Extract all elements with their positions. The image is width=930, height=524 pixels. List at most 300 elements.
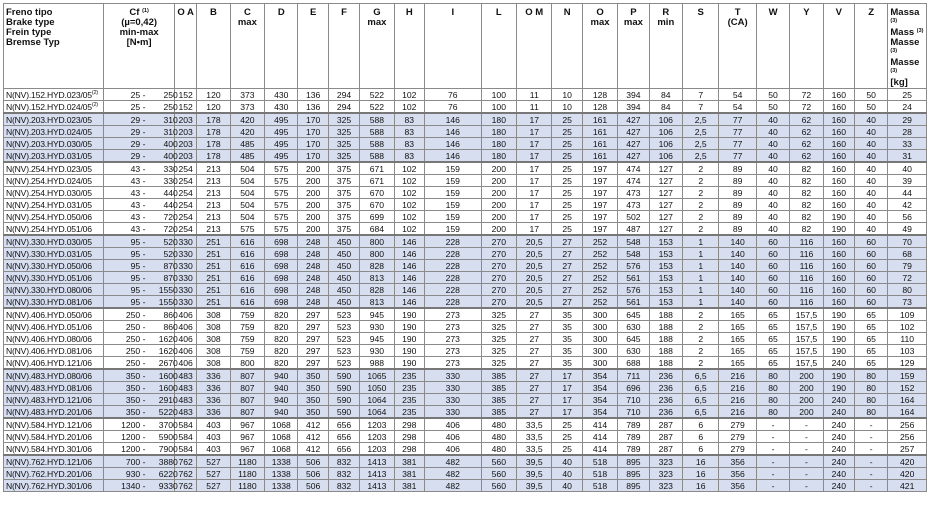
cell-d: 940 <box>265 406 298 419</box>
cf-max: 440 <box>163 199 178 210</box>
cell-e: 170 <box>298 113 328 126</box>
cell-oa: 203 <box>175 126 197 138</box>
cell-brake-type: N(NV).203.HYD.031/05 <box>4 150 104 163</box>
column-header-line: S <box>697 7 704 18</box>
cell-f: 375 <box>328 162 359 175</box>
cell-y: 200 <box>790 394 823 406</box>
column-header-type <box>4 4 104 89</box>
cell-z: 40 <box>855 187 888 199</box>
cell-s: 1 <box>683 296 719 309</box>
cell-t: 89 <box>719 175 756 187</box>
cell-i: 228 <box>424 260 481 272</box>
cf-max: 440 <box>163 187 178 198</box>
cell-g: 1413 <box>360 455 394 468</box>
cell-mass: 39 <box>888 175 927 187</box>
cf-dash: - <box>140 272 148 283</box>
cell-l: 560 <box>481 455 516 468</box>
cell-n: 25 <box>552 113 582 126</box>
cell-s: 2 <box>683 187 719 199</box>
cell-z: 40 <box>855 126 888 138</box>
cell-y: - <box>790 418 823 431</box>
cell-z: 80 <box>855 406 888 419</box>
cell-om: 11 <box>517 101 552 114</box>
cell-t: 356 <box>719 468 756 480</box>
cell-z: - <box>855 455 888 468</box>
cell-s: 6,5 <box>683 369 719 382</box>
cell-z: 65 <box>855 333 888 345</box>
cell-h: 235 <box>394 382 424 394</box>
cell-h: 235 <box>394 394 424 406</box>
cell-s: 6,5 <box>683 406 719 419</box>
cell-o: 300 <box>582 357 617 370</box>
cell-v: 240 <box>823 431 854 443</box>
cell-t: 216 <box>719 394 756 406</box>
footnote-marker: (1) <box>142 8 149 14</box>
cell-s: 1 <box>683 235 719 248</box>
column-header-line: I <box>451 7 455 18</box>
column-header-line: O <box>596 7 604 18</box>
cell-brake-type: N(NV).584.HYD.121/06 <box>4 418 104 431</box>
cell-om: 11 <box>517 89 552 101</box>
cell-t: 140 <box>719 235 756 248</box>
cell-g: 1050 <box>360 382 394 394</box>
cell-t: 140 <box>719 260 756 272</box>
table-row <box>4 480 927 492</box>
cell-om: 27 <box>517 345 552 357</box>
cell-v: 190 <box>823 333 854 345</box>
column-header-line: Masse $^{(3)}$ <box>890 37 920 54</box>
column-header-line: V <box>835 7 842 18</box>
cell-f: 590 <box>328 394 359 406</box>
cf-max: 870 <box>163 260 178 271</box>
cell-oa: 330 <box>175 284 197 296</box>
cell-brake-type: N(NV).203.HYD.024/05 <box>4 126 104 138</box>
cell-v: 160 <box>823 89 854 101</box>
cell-mass: 25 <box>888 89 927 101</box>
cell-l: 270 <box>481 296 516 309</box>
column-header-mass <box>888 4 927 89</box>
cell-s: 6 <box>683 418 719 431</box>
column-header-n <box>552 4 582 89</box>
cell-t: 165 <box>719 345 756 357</box>
cell-g: 671 <box>360 175 394 187</box>
cell-c: 575 <box>230 223 264 236</box>
cell-om: 27 <box>517 382 552 394</box>
cell-b: 251 <box>197 235 230 248</box>
cell-f: 294 <box>328 89 359 101</box>
cell-oa: 483 <box>175 382 197 394</box>
table-row <box>4 248 927 260</box>
cell-d: 698 <box>265 284 298 296</box>
cell-c: 485 <box>230 138 264 150</box>
cf-max: 7900 <box>158 443 178 454</box>
cell-r: 106 <box>649 150 682 163</box>
cell-f: 832 <box>328 468 359 480</box>
table-row <box>4 443 927 456</box>
cell-l: 180 <box>481 138 516 150</box>
cell-n: 25 <box>552 199 582 211</box>
cell-c: 967 <box>230 443 264 456</box>
column-header-line: F <box>341 7 347 18</box>
cell-b: 178 <box>197 113 230 126</box>
cell-cf-range <box>104 468 178 480</box>
cell-p: 427 <box>618 126 649 138</box>
cell-o: 128 <box>582 89 617 101</box>
footnote-marker: (2) <box>91 101 98 108</box>
cell-g: 1413 <box>360 480 394 492</box>
cell-v: 240 <box>823 418 854 431</box>
cell-w: 80 <box>756 394 789 406</box>
table-row <box>4 126 927 138</box>
cell-e: 350 <box>298 369 328 382</box>
cell-om: 27 <box>517 308 552 321</box>
cell-f: 656 <box>328 443 359 456</box>
cell-b: 213 <box>197 211 230 223</box>
cf-min: 250 <box>125 345 141 356</box>
cell-d: 430 <box>265 101 298 114</box>
cell-n: 35 <box>552 345 582 357</box>
cell-o: 300 <box>582 345 617 357</box>
cell-o: 354 <box>582 406 617 419</box>
cell-i: 159 <box>424 162 481 175</box>
cell-e: 200 <box>298 162 328 175</box>
cell-v: 240 <box>823 480 854 492</box>
cell-i: 228 <box>424 235 481 248</box>
cell-cf-range <box>104 357 178 370</box>
footnote-marker: (3) <box>890 68 898 74</box>
table-row <box>4 175 927 187</box>
cell-y: - <box>790 480 823 492</box>
cell-cf-range <box>104 138 178 150</box>
cell-mass: 40 <box>888 162 927 175</box>
cell-cf-range <box>104 406 178 419</box>
cell-brake-type: N(NV).406.HYD.050/06 <box>4 308 104 321</box>
cell-mass: 164 <box>888 394 927 406</box>
cf-min: 1340 <box>121 480 141 491</box>
cf-max: 310 <box>163 114 178 125</box>
cell-y: 62 <box>790 138 823 150</box>
cell-oa: 406 <box>175 345 197 357</box>
cell-om: 27 <box>517 369 552 382</box>
cell-brake-type: N(NV).584.HYD.301/06 <box>4 443 104 456</box>
cell-n: 25 <box>552 223 582 236</box>
cell-mass: 49 <box>888 223 927 236</box>
cell-w: 50 <box>756 89 789 101</box>
cell-h: 102 <box>394 187 424 199</box>
cell-g: 684 <box>360 223 394 236</box>
cell-f: 375 <box>328 223 359 236</box>
column-header-v <box>823 4 854 89</box>
column-header-line: min <box>657 17 675 28</box>
cell-brake-type: N(NV).254.HYD.050/06 <box>4 211 104 223</box>
cell-cf-range <box>104 126 178 138</box>
table-body <box>4 89 927 492</box>
cell-d: 575 <box>265 223 298 236</box>
column-header-cf <box>104 4 175 89</box>
table-row <box>4 150 927 163</box>
cf-dash: - <box>140 114 148 125</box>
cell-om: 27 <box>517 394 552 406</box>
cell-cf-range <box>104 345 178 357</box>
cell-f: 450 <box>328 260 359 272</box>
cell-e: 170 <box>298 138 328 150</box>
cell-b: 403 <box>197 418 230 431</box>
cell-i: 330 <box>424 394 481 406</box>
cell-b: 527 <box>197 468 230 480</box>
cell-brake-type: N(NV).483.HYD.080/06 <box>4 369 104 382</box>
cell-d: 698 <box>265 260 298 272</box>
cell-g: 800 <box>360 248 394 260</box>
cell-h: 146 <box>394 272 424 284</box>
cf-dash: - <box>140 248 148 259</box>
cell-brake-type: N(NV).330.HYD.030/05 <box>4 235 104 248</box>
cell-c: 616 <box>230 260 264 272</box>
cell-d: 698 <box>265 296 298 309</box>
cell-i: 159 <box>424 199 481 211</box>
cell-oa: 584 <box>175 431 197 443</box>
cell-s: 6 <box>683 443 719 456</box>
cf-dash: - <box>140 309 148 320</box>
cell-brake-type: N(NV).584.HYD.201/06 <box>4 431 104 443</box>
cell-s: 2 <box>683 345 719 357</box>
column-header-line: Brake type <box>6 17 55 28</box>
cf-dash: - <box>140 236 148 247</box>
cell-e: 506 <box>298 480 328 492</box>
cell-v: 160 <box>823 235 854 248</box>
cf-min: 95 <box>130 284 141 295</box>
cell-n: 27 <box>552 235 582 248</box>
cell-l: 560 <box>481 468 516 480</box>
cell-n: 25 <box>552 187 582 199</box>
cell-g: 1413 <box>360 468 394 480</box>
cf-dash: - <box>140 223 148 234</box>
cell-e: 412 <box>298 418 328 431</box>
cf-max: 860 <box>163 309 178 320</box>
column-header-line: Z <box>868 7 875 18</box>
cell-t: 140 <box>719 272 756 284</box>
column-header-line: Freno tipo <box>6 7 53 18</box>
cell-w: 40 <box>756 211 789 223</box>
cell-brake-type: N(NV).330.HYD.031/05 <box>4 248 104 260</box>
cf-max: 1600 <box>158 382 178 393</box>
cell-y: 116 <box>790 235 823 248</box>
cell-i: 406 <box>424 443 481 456</box>
cell-oa: 762 <box>175 468 197 480</box>
cell-d: 820 <box>265 321 298 333</box>
cell-cf-range <box>104 296 178 309</box>
cell-s: 1 <box>683 272 719 284</box>
cf-dash: - <box>140 175 148 186</box>
cell-h: 190 <box>394 308 424 321</box>
cell-w: 50 <box>756 101 789 114</box>
cell-l: 325 <box>481 321 516 333</box>
cell-mass: 33 <box>888 138 927 150</box>
cell-i: 228 <box>424 248 481 260</box>
cell-om: 39,5 <box>517 455 552 468</box>
cell-w: 60 <box>756 296 789 309</box>
table-row <box>4 101 927 114</box>
cf-min: 29 <box>130 114 141 125</box>
cell-f: 450 <box>328 296 359 309</box>
table-row <box>4 211 927 223</box>
cell-cf-range <box>104 455 178 468</box>
cell-y: 116 <box>790 296 823 309</box>
cell-e: 412 <box>298 443 328 456</box>
cell-v: 160 <box>823 175 854 187</box>
cell-r: 236 <box>649 369 682 382</box>
footnote-marker: (3) <box>890 48 898 54</box>
cell-b: 213 <box>197 175 230 187</box>
cell-cf-range <box>104 89 178 101</box>
cell-c: 759 <box>230 308 264 321</box>
cell-cf-range <box>104 272 178 284</box>
cell-n: 17 <box>552 406 582 419</box>
cell-n: 35 <box>552 308 582 321</box>
cell-mass: 257 <box>888 443 927 456</box>
cell-n: 25 <box>552 175 582 187</box>
cell-d: 575 <box>265 175 298 187</box>
cell-b: 251 <box>197 296 230 309</box>
cell-o: 197 <box>582 199 617 211</box>
cell-l: 200 <box>481 162 516 175</box>
column-header-line: B <box>210 7 217 18</box>
cell-e: 170 <box>298 126 328 138</box>
cell-z: 60 <box>855 284 888 296</box>
cell-v: 240 <box>823 455 854 468</box>
cell-t: 216 <box>719 382 756 394</box>
cell-n: 27 <box>552 284 582 296</box>
cf-max: 1600 <box>158 370 178 381</box>
cf-dash: - <box>140 431 148 442</box>
cf-dash: - <box>140 260 148 271</box>
cell-o: 252 <box>582 235 617 248</box>
cell-om: 17 <box>517 138 552 150</box>
cell-z: - <box>855 418 888 431</box>
cell-oa: 762 <box>175 480 197 492</box>
cell-cf-range <box>104 321 178 333</box>
cell-y: - <box>790 443 823 456</box>
cell-e: 136 <box>298 101 328 114</box>
cell-mass: 109 <box>888 308 927 321</box>
cell-l: 270 <box>481 272 516 284</box>
cf-min: 350 <box>125 394 141 405</box>
cf-dash: - <box>140 199 148 210</box>
cell-brake-type: N(NV).330.HYD.050/06 <box>4 260 104 272</box>
cell-oa: 203 <box>175 113 197 126</box>
cf-max: 1620 <box>158 333 178 344</box>
cell-i: 482 <box>424 468 481 480</box>
cell-brake-type: N(NV).406.HYD.121/06 <box>4 357 104 370</box>
cell-mass: 68 <box>888 248 927 260</box>
cell-v: 240 <box>823 394 854 406</box>
cell-b: 308 <box>197 333 230 345</box>
cell-i: 159 <box>424 187 481 199</box>
cell-r: 127 <box>649 187 682 199</box>
cell-e: 506 <box>298 455 328 468</box>
cell-p: 895 <box>618 480 649 492</box>
cell-z: 60 <box>855 248 888 260</box>
cell-l: 100 <box>481 101 516 114</box>
cell-i: 159 <box>424 223 481 236</box>
cell-l: 200 <box>481 223 516 236</box>
cf-dash: - <box>140 296 148 307</box>
cell-cf-range <box>104 443 178 456</box>
cell-cf-range <box>104 211 178 223</box>
cell-y: 62 <box>790 150 823 163</box>
cell-e: 248 <box>298 235 328 248</box>
cell-o: 128 <box>582 101 617 114</box>
cell-mass: 110 <box>888 333 927 345</box>
cf-max: 310 <box>163 126 178 137</box>
cell-l: 270 <box>481 260 516 272</box>
cell-b: 527 <box>197 455 230 468</box>
column-header-w <box>756 4 789 89</box>
cell-f: 325 <box>328 113 359 126</box>
cell-t: 77 <box>719 150 756 163</box>
column-header-line: R <box>662 7 670 18</box>
cell-brake-type: N(NV).483.HYD.201/06 <box>4 406 104 419</box>
cell-s: 2 <box>683 211 719 223</box>
cell-y: 116 <box>790 284 823 296</box>
cell-l: 180 <box>481 126 516 138</box>
cell-mass: 159 <box>888 369 927 382</box>
cell-c: 485 <box>230 150 264 163</box>
cf-min: 1200 <box>121 443 141 454</box>
cell-o: 161 <box>582 113 617 126</box>
cell-l: 270 <box>481 235 516 248</box>
cell-brake-type: N(NV).254.HYD.024/05 <box>4 175 104 187</box>
cell-o: 252 <box>582 248 617 260</box>
column-header-line: (µ=0,42) <box>121 17 158 28</box>
cell-f: 523 <box>328 308 359 321</box>
cell-s: 2 <box>683 333 719 345</box>
cell-i: 76 <box>424 101 481 114</box>
cell-i: 482 <box>424 455 481 468</box>
cell-c: 967 <box>230 431 264 443</box>
cell-s: 16 <box>683 480 719 492</box>
cell-t: 77 <box>719 113 756 126</box>
cell-om: 27 <box>517 333 552 345</box>
cell-c: 504 <box>230 162 264 175</box>
cell-h: 298 <box>394 418 424 431</box>
cell-r: 323 <box>649 455 682 468</box>
cell-r: 127 <box>649 175 682 187</box>
cell-p: 548 <box>618 248 649 260</box>
cf-max: 250 <box>163 101 178 112</box>
cell-r: 188 <box>649 357 682 370</box>
cell-e: 248 <box>298 296 328 309</box>
cell-d: 495 <box>265 138 298 150</box>
column-header-line: D <box>277 7 285 18</box>
cell-e: 297 <box>298 333 328 345</box>
cell-y: 157,5 <box>790 345 823 357</box>
cell-g: 1203 <box>360 443 394 456</box>
cell-d: 1068 <box>265 431 298 443</box>
cell-om: 20,5 <box>517 235 552 248</box>
cell-z: 65 <box>855 345 888 357</box>
cell-z: 40 <box>855 175 888 187</box>
cell-d: 430 <box>265 89 298 101</box>
cell-h: 83 <box>394 113 424 126</box>
cell-p: 548 <box>618 235 649 248</box>
cell-g: 988 <box>360 357 394 370</box>
cell-l: 325 <box>481 333 516 345</box>
cell-f: 450 <box>328 272 359 284</box>
cell-y: 82 <box>790 211 823 223</box>
cf-dash: - <box>140 394 148 405</box>
cell-om: 20,5 <box>517 248 552 260</box>
cell-n: 17 <box>552 394 582 406</box>
